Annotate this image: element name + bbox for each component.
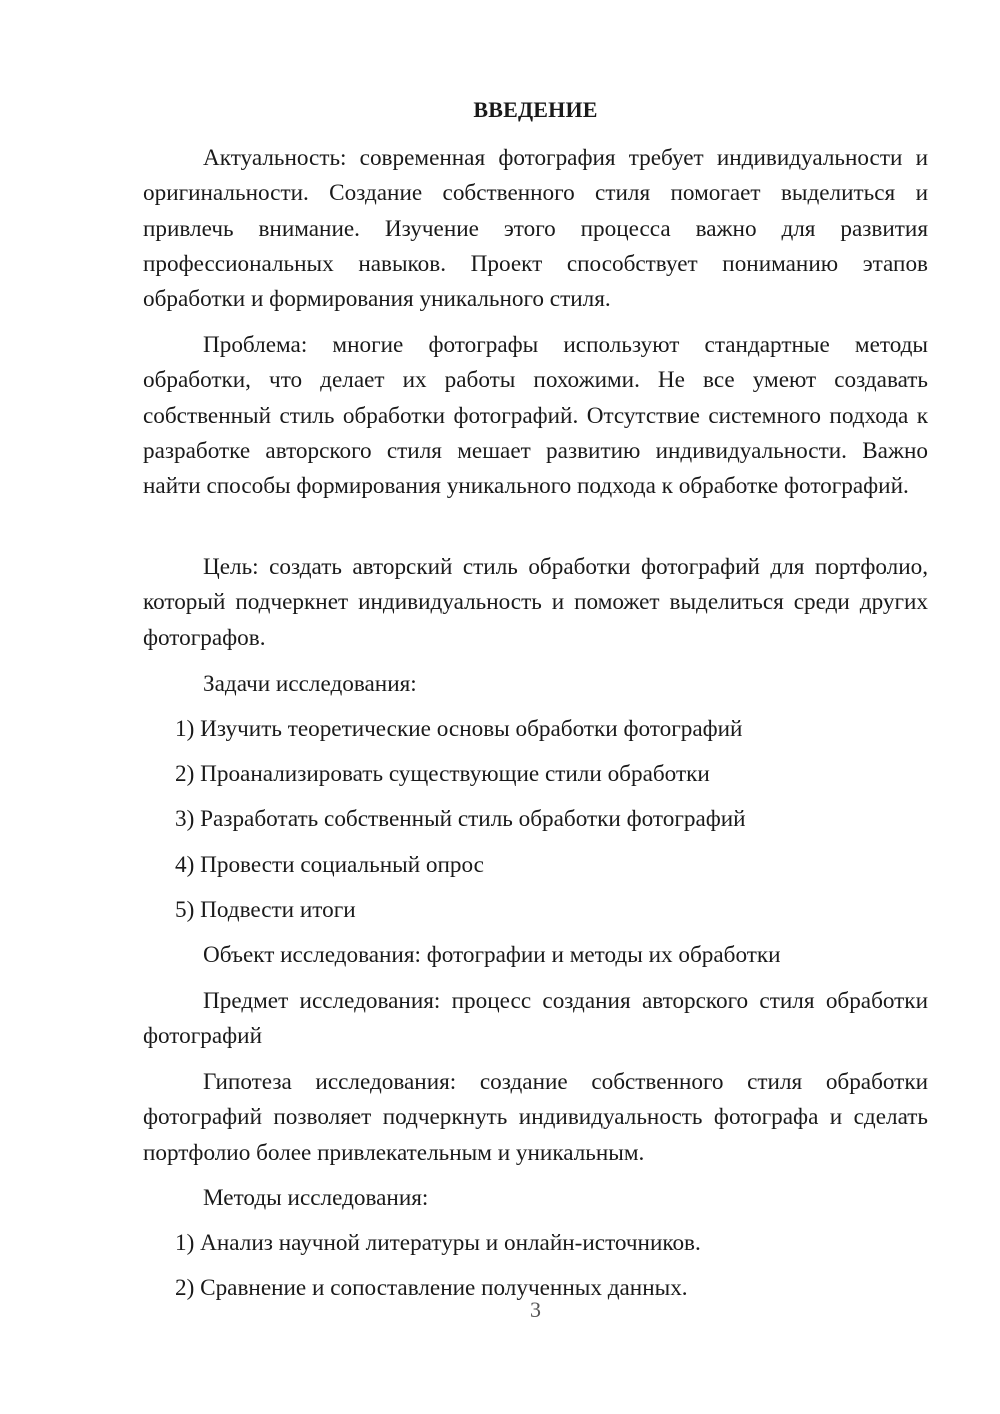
tasks-heading: Задачи исследования: [203,671,417,697]
goal-paragraph: Цель: создать авторский стиль обработки фотографий для портфолио, который подчеркнет индивидуальность и поможет выделиться среди других фотографов. [143,554,928,651]
task-item: 4) Провести социальный опрос [175,852,484,878]
method-item: 1) Анализ научной литературы и онлайн-источников. [175,1230,701,1256]
task-item: 3) Разработать собственный стиль обработки фотографий [175,806,746,832]
task-item: 1) Изучить теоретические основы обработки фотографий [175,716,743,742]
method-item: 2) Сравнение и сопоставление полученных данных. [175,1275,688,1301]
hypothesis-paragraph: Гипотеза исследования: создание собственного стиля обработки фотографий позволяет подчеркнуть индивидуальность фотографа и сделать портфолио более привлекательным и уникальным. [143,1069,928,1166]
relevance-paragraph: Актуальность: современная фотография требует индивидуальности и оригинальности. Создание собственного стиля помогает выделиться и привлечь внимание. Изучение этого процесса важно для развития профессиональных навыков. Проект способствует пониманию этапов обработки и формирования уникального стиля. [143,145,928,313]
document-page [143,0,928,1414]
object-paragraph: Объект исследования: фотографии и методы их обработки [203,942,781,968]
page-number: 3 [530,1297,541,1322]
task-item: 2) Проанализировать существующие стили обработки [175,761,710,787]
section-heading: ВВЕДЕНИЕ [473,97,598,122]
task-item: 5) Подвести итоги [175,897,356,923]
subject-paragraph: Предмет исследования: процесс создания авторского стиля обработки фотографий [143,988,928,1050]
problem-paragraph: Проблема: многие фотографы используют стандартные методы обработки, что делает их работы похожими. Не все умеют создавать собственный стиль обработки фотографий. Отсутствие системного подхода к разработке авторского стиля мешает развитию индивидуальности. Важно найти способы формирования уникального подхода к обработке фотографий. [143,332,928,500]
methods-heading: Методы исследования: [203,1185,429,1211]
